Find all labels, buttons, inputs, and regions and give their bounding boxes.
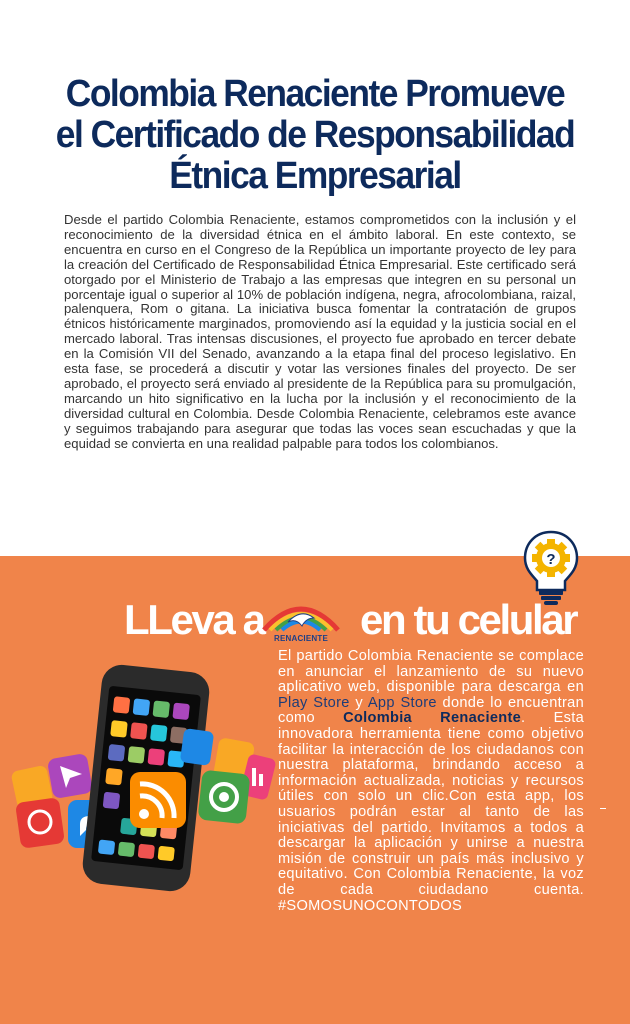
promo-text-and: y	[349, 694, 368, 711]
app-icon-right-1	[180, 728, 214, 766]
logo-text: RENACIENTE	[273, 634, 328, 643]
play-store-link[interactable]: Play Store	[278, 694, 350, 711]
headline-right: en tu celular	[360, 596, 577, 643]
promo-text-1: El partido Colombia Renaciente se complace en anunciar el lanzamiento de su nuevo aplicativo web, disponible para descarga en	[278, 648, 584, 696]
smartphone-illustration	[8, 660, 280, 922]
divider	[600, 808, 606, 809]
brand-name: Colombia Renaciente	[343, 710, 522, 727]
promo-text-3: . Esta innovadora herramienta tiene como objetivo facilitar la interacción de los ciudadanos con nuestra plataforma, brindando acceso a información actualizada, noticias y recursos útiles con solo un clic.Con esta app, los usuarios podrán estar al tanto de las iniciativas del partido. Invitamos a todos a descargar la aplicación y unirse a nuestra misión de construir un país más inclusivo y equitativo. Con Colombia Renaciente, la voz de cada ciudadano cuenta. #SOMOSUNOCONTODOS	[278, 710, 584, 914]
title-line-3: Étnica Empresarial	[169, 155, 461, 197]
app-icon-left-2	[47, 753, 93, 799]
page-title	[41, 74, 590, 197]
camera-icon	[198, 770, 251, 825]
promo-body	[278, 649, 584, 914]
party-logo-icon	[258, 596, 344, 650]
headline-left: LLeva a	[124, 596, 264, 643]
rss-icon	[130, 772, 186, 828]
promo-text-2: donde lo encuentran como	[278, 694, 584, 727]
app-store-link[interactable]: App Store	[367, 694, 437, 711]
title-line-1: Colombia Renaciente Promueve	[65, 73, 565, 115]
svg-text:?: ?	[546, 551, 556, 568]
promo-headline	[124, 590, 604, 650]
article-body: Desde el partido Colombia Renaciente, estamos comprometidos con la inclusión y el reconocimiento de la diversidad étnica en el ámbito laboral. En este contexto, se encuentra en curso en el Congreso de la República un importante proyecto de ley para la creación del Certificado de Responsabilidad Étnica Empresarial. Este certificado será otorgado por el Ministerio de Trabajo a las empresas que integren en su personal un porcentaje igual o superior al 10% de población indígena, negra, afrocolombiana, raizal, palenquera, Rom o gitana. La iniciativa busca fomentar la contratación de grupos étnicos históricamente marginados, promoviendo así la equidad y la justicia social en el mercado laboral. Tras intensas discusiones, el proyecto fue aprobado en tercer debate en la Comisión VII del Senado, avanzando a la etapa final del proceso legislativo. En esta fase, se procederá a discutir y votar las versiones finales del proyecto. De ser aprobado, el proyecto será enviado al presidente de la República para su promulgación, marcando un hito significativo en la lucha por la inclusión y el reconocimiento de la diversidad cultural en Colombia. Desde Colombia Renaciente, celebramos este avance y seguimos trabajando para asegurar que todas las voces sean escuchadas y que la equidad se convierta en una realidad palpable para todos los colombianos.	[64, 212, 576, 451]
title-line-2: el Certificado de Responsabilidad	[55, 114, 575, 156]
chat-icon	[15, 797, 65, 849]
